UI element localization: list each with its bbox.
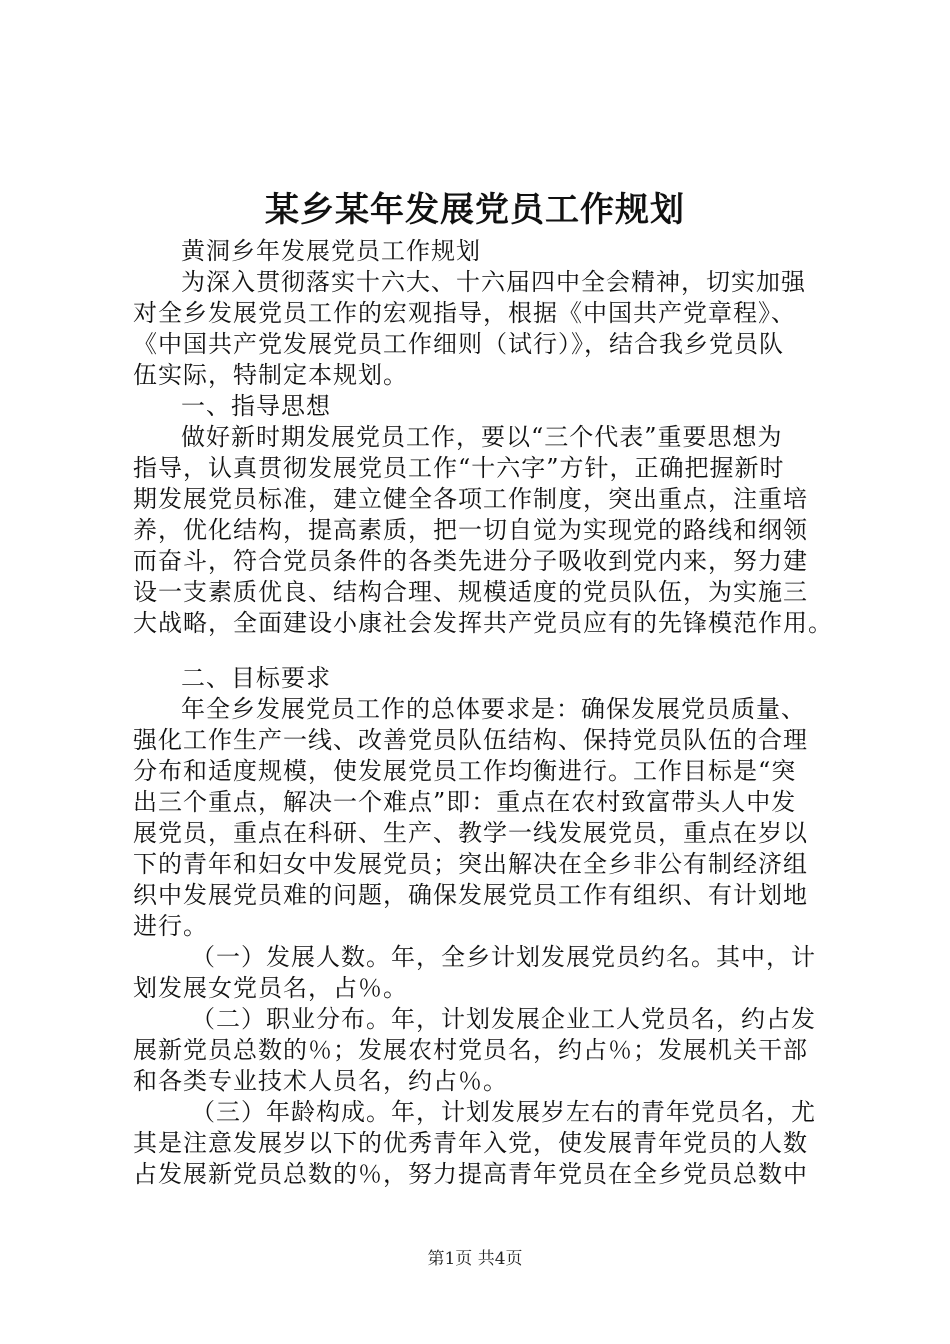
paragraph-line: 织中发展党员难的问题，确保发展党员工作有组织、有计划地 bbox=[133, 881, 808, 909]
paragraph-line: 而奋斗，符合党员条件的各类先进分子吸收到党内来，努力建 bbox=[133, 547, 808, 575]
paragraph-line: 《中国共产党发展党员工作细则（试行）》，结合我乡党员队 bbox=[133, 330, 784, 358]
paragraph-line: 为深入贯彻落实十六大、十六届四中全会精神，切实加强 bbox=[181, 268, 806, 296]
paragraph-line: 占发展新党员总数的％，努力提高青年党员在全乡党员总数中 bbox=[133, 1160, 808, 1188]
paragraph-line: 分布和适度规模，使发展党员工作均衡进行。工作目标是“突 bbox=[133, 757, 797, 785]
page-number-footer: 第1页 共4页 bbox=[427, 1249, 523, 1269]
section-heading: 一、指导思想 bbox=[181, 392, 331, 420]
paragraph-line: 其是注意发展岁以下的优秀青年入党，使发展青年党员的人数 bbox=[133, 1129, 808, 1157]
paragraph-line: 出三个重点，解决一个难点”即：重点在农村致富带头人中发 bbox=[133, 788, 797, 816]
paragraph-line: 强化工作生产一线、改善党员队伍结构、保持党员队伍的合理 bbox=[133, 726, 808, 754]
paragraph-line: 划发展女党员名，占％。 bbox=[133, 974, 408, 1002]
paragraph-line: 养，优化结构，提高素质，把一切自觉为实现党的路线和纲领 bbox=[133, 516, 808, 544]
document-title: 某乡某年发展党员工作规划 bbox=[265, 190, 685, 230]
section-heading: 二、目标要求 bbox=[181, 664, 331, 692]
paragraph-line: 做好新时期发展党员工作，要以“三个代表”重要思想为 bbox=[181, 423, 783, 451]
paragraph-line: 大战略，全面建设小康社会发挥共产党员应有的先锋模范作用。 bbox=[133, 609, 833, 637]
paragraph-line: 和各类专业技术人员名，约占％。 bbox=[133, 1067, 508, 1095]
paragraph-line: 期发展党员标准，建立健全各项工作制度，突出重点，注重培 bbox=[133, 485, 808, 513]
paragraph-line: （一）发展人数。年，全乡计划发展党员约名。其中，计 bbox=[191, 943, 816, 971]
paragraph-line: 指导，认真贯彻发展党员工作“十六字”方针，正确把握新时 bbox=[133, 454, 785, 482]
paragraph-line: 展党员，重点在科研、生产、教学一线发展党员，重点在岁以 bbox=[133, 819, 808, 847]
paragraph-line: 伍实际，特制定本规划。 bbox=[133, 361, 408, 389]
paragraph-line: （二）职业分布。年，计划发展企业工人党员名，约占发 bbox=[191, 1005, 816, 1033]
paragraph-line: 对全乡发展党员工作的宏观指导，根据《中国共产党章程》、 bbox=[133, 299, 796, 327]
paragraph-gap bbox=[133, 639, 833, 663]
paragraph-line: 年全乡发展党员工作的总体要求是：确保发展党员质量、 bbox=[181, 695, 806, 723]
paragraph-line: 展新党员总数的％；发展农村党员名，约占％；发展机关干部 bbox=[133, 1036, 808, 1064]
paragraph-line: 下的青年和妇女中发展党员；突出解决在全乡非公有制经济组 bbox=[133, 850, 808, 878]
document-body bbox=[133, 236, 833, 1190]
paragraph-line: 设一支素质优良、结构合理、规模适度的党员队伍，为实施三 bbox=[133, 578, 808, 606]
paragraph-line: （三）年龄构成。年，计划发展岁左右的青年党员名，尤 bbox=[191, 1098, 816, 1126]
paragraph-line: 进行。 bbox=[133, 912, 208, 940]
subtitle-line: 黄洞乡年发展党员工作规划 bbox=[181, 237, 481, 265]
